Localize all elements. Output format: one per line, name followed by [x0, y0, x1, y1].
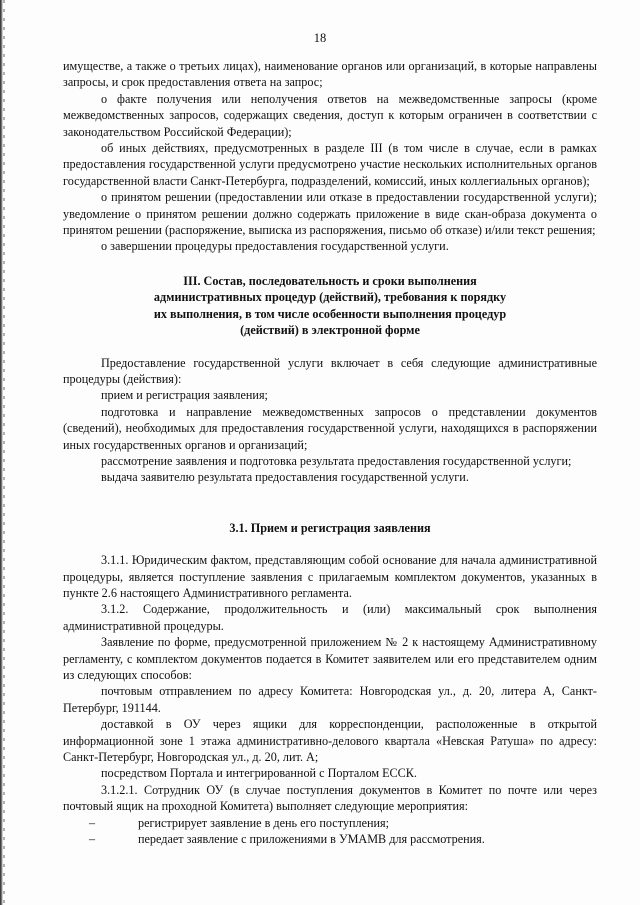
paragraph: 3.1.1. Юридическим фактом, представляющим собой основание для начала административной процедуры, является поступление заявления с прилагаемым комплектом документов, указанных в пункте 2.6 настоящего Административного регламента.: [63, 553, 597, 600]
paragraph: прием и регистрация заявления;: [101, 388, 268, 403]
heading-line: их выполнения, в том числе особенности выполнения процедур: [153, 306, 507, 321]
paragraph: имуществе, а также о третьих лицах), наименование органов или организаций, в которые направлены запросы, и срок предоставления ответа на запрос;: [63, 59, 597, 90]
paragraph: о факте получения или неполучения ответов на межведомственные запросы (кроме межведомственных запросов, содержащих сведения, доступ к которым ограничен в соответствии с законодательством Российской Федерации);: [63, 91, 597, 139]
paragraph: о принятом решении (предоставлении или отказе в предоставлении государственной услуги); уведомление о принятом решении должно содержать приложение в виде скан-образа документа о принятом решении (распоряжение, выписка из распоряжения, письмо об отказе) и/или текст решения;: [63, 190, 597, 238]
section-3-heading: [63, 273, 597, 339]
paragraph: доставкой в ОУ через ящики для корреспонденции, расположенные в открытой информационной зоне 1 этажа административно-делового квартала «Невская Ратуша» по адресу: Санкт-Петербург, Новгородская ул., д. 20, лит. А;: [63, 717, 597, 765]
list-item: [63, 815, 597, 831]
list-item-text: регистрирует заявление в день его поступления;: [138, 815, 390, 830]
heading-line: (действий) в электронной форме: [240, 323, 420, 338]
paragraph: Предоставление государственной услуги включает в себя следующие административные процедуры (действия):: [63, 355, 597, 386]
page-content: [63, 58, 597, 847]
paragraph: выдача заявителю результата предоставления государственной услуги.: [101, 470, 469, 485]
list-item-text: передает заявление с приложениями в УМАМВ для рассмотрения.: [138, 832, 485, 847]
scan-edge-marks: [3, 0, 5, 905]
paragraph: 3.1.2. Содержание, продолжительность и (или) максимальный срок выполнения административной процедуры.: [63, 602, 597, 633]
list-marker: –: [89, 832, 96, 847]
page-number: 18: [313, 31, 327, 45]
paragraph: о завершении процедуры предоставления государственной услуги.: [101, 239, 449, 254]
list-marker: –: [89, 815, 96, 830]
paragraph: Заявление по форме, предусмотренной приложением № 2 к настоящему Административному регламенту, с комплектом документов подается в Комитет заявителем или его представителем одним из следующих способов:: [63, 635, 597, 682]
heading-line: III. Состав, последовательность и сроки выполнения: [183, 273, 477, 288]
paragraph: об иных действиях, предусмотренных в разделе III (в том числе в случае, если в рамках предоставления государственной услуги предусмотрено участие нескольких исполнительных органов государственной власти Санкт-Петербурга, подразделений, комиссий, иных коллегиальных органов);: [63, 141, 597, 188]
paragraph: посредством Портала и интегрированной с Порталом ЕССК.: [101, 766, 417, 781]
heading-line: административных процедур (действий), требования к порядку: [153, 290, 507, 305]
paragraph: подготовка и направление межведомственных запросов о представлении документов (сведений), необходимых для предоставления государственной услуги, находящихся в распоряжении иных государственных органов и организаций;: [63, 404, 597, 452]
paragraph: рассмотрение заявления и подготовка результата предоставления государственной услуги;: [101, 453, 572, 468]
paragraph: 3.1.2.1. Сотрудник ОУ (в случае поступления документов в Комитет по почте или через почтовый ящик на проходной Комитета) выполняет следующие мероприятия:: [63, 782, 597, 814]
list-item: [63, 831, 597, 847]
paragraph: почтовым отправлением по адресу Комитета: Новгородская ул., д. 20, литера А, Санкт-Петербург, 191144.: [63, 684, 597, 715]
section-3-1-heading: 3.1. Прием и регистрация заявления: [229, 520, 431, 535]
